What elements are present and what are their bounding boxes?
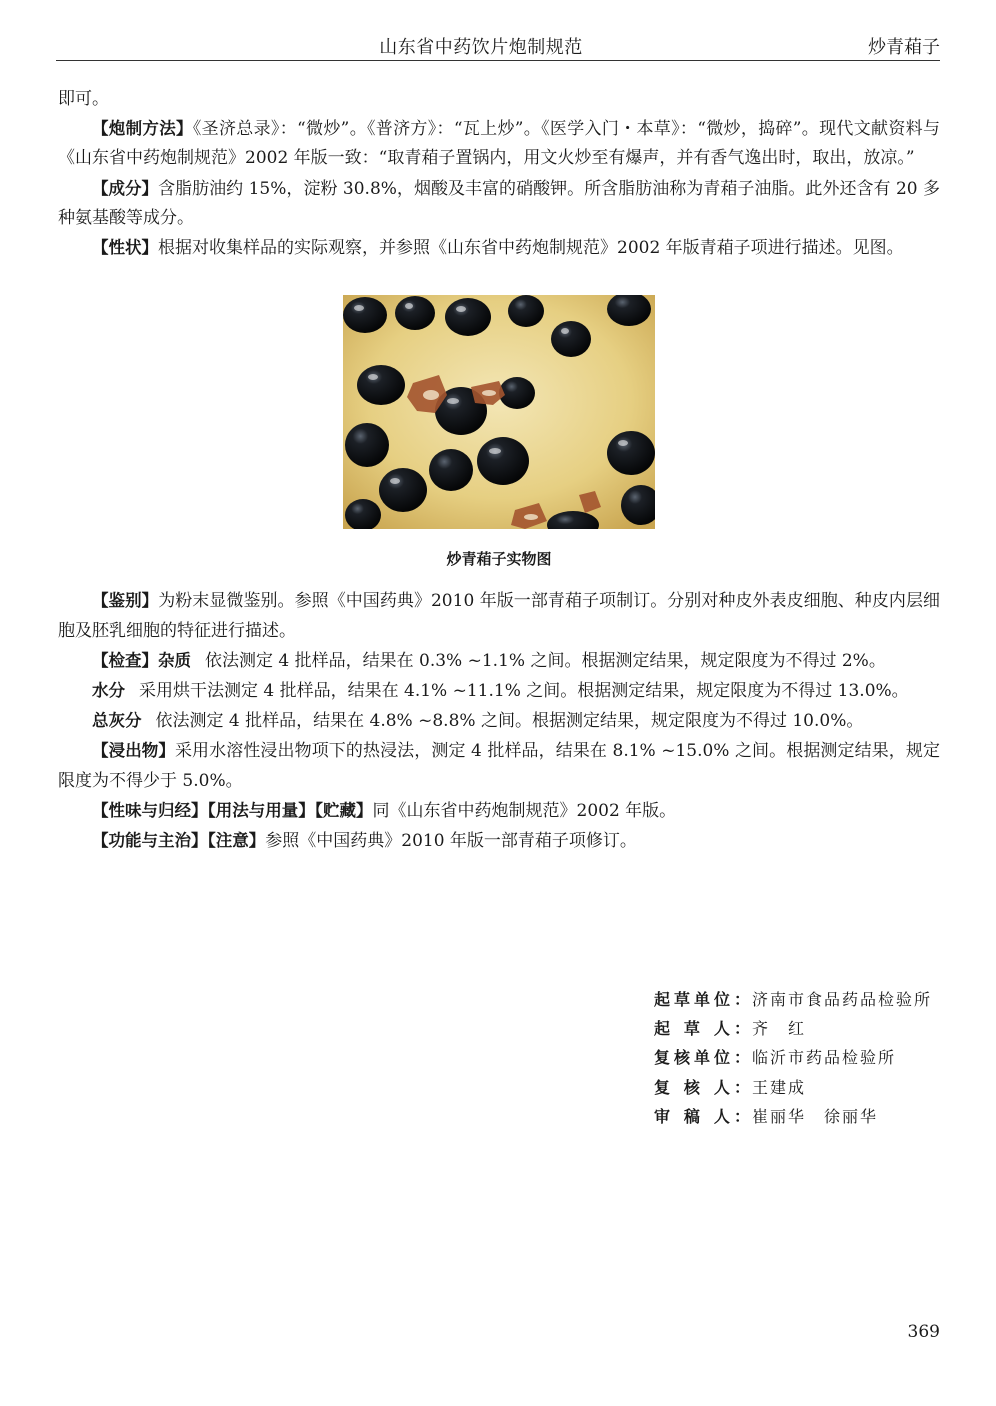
book-title: 山东省中药饮片炮制规范 bbox=[379, 37, 583, 58]
credit-row: 起草单位： 济南市食品药品检验所 bbox=[654, 990, 933, 1009]
section-label: 【功能与主治】【注意】 bbox=[92, 831, 266, 851]
section-title: 炒青葙子 bbox=[868, 37, 940, 58]
paragraph-properties: 【性味与归经】【用法与用量】【贮藏】同《山东省中药炮制规范》2002 年版。 bbox=[92, 800, 677, 821]
figure-caption: 炒青葙子实物图 bbox=[446, 550, 552, 569]
section-label: 总灰分 bbox=[92, 711, 142, 731]
credit-row: 审 稿 人： 崔丽华 徐丽华 bbox=[654, 1106, 879, 1126]
paragraph-total-ash: 总灰分 依法测定 4 批样品，结果在 4.8% ~8.8% 之间。根据测定结果，规定限度为不得过 10.0%。 bbox=[92, 711, 864, 732]
section-label: 【成分】 bbox=[92, 178, 159, 198]
page-number: 369 bbox=[907, 1322, 940, 1342]
section-label: 【鉴别】 bbox=[92, 591, 159, 611]
credit-row: 复 核 人： 王建成 bbox=[654, 1077, 807, 1097]
main-content bbox=[58, 85, 940, 856]
section-label: 水分 bbox=[92, 681, 125, 701]
paragraph-continuation: 即可。 bbox=[58, 89, 109, 109]
credit-row: 复核单位： 临沂市药品检验所 bbox=[654, 1048, 897, 1068]
section-label: 【炮制方法】 bbox=[92, 119, 193, 139]
paragraph-composition: 【成分】含脂肪油约 15%，淀粉 30.8%，烟酸及丰富的硝酸钾。所含脂肪油称为青葙子油脂。此外还含有 20 多种氨基酸等成分。 bbox=[58, 178, 941, 228]
section-label: 【性味与归经】【用法与用量】【贮藏】 bbox=[92, 800, 373, 820]
paragraph-identification: 【鉴别】为粉末显微鉴别。参照《中国药典》2010 年版一部青葙子项制订。分别对种皮外表皮细胞、种皮内层细胞及胚乳细胞的特征进行描述。 bbox=[58, 591, 940, 641]
running-header bbox=[56, 30, 940, 61]
paragraph-extract: 【浸出物】采用水溶性浸出物项下的热浸法，测定 4 批样品，结果在 8.1% ~15.0% 之间。根据测定结果，规定限度为不得少于 5.0%。 bbox=[58, 741, 940, 791]
paragraph-characteristics: 【性状】根据对收集样品的实际观察，并参照《山东省中药炮制规范》2002 年版青葙子项进行描述。见图。 bbox=[92, 238, 904, 259]
section-label: 【性状】 bbox=[92, 238, 158, 258]
paragraph-impurity: 【检查】杂质 依法测定 4 批样品，结果在 0.3% ~1.1% 之间。根据测定结果，规定限度为不得过 2%。 bbox=[92, 650, 886, 671]
seed-photo bbox=[343, 295, 655, 529]
section-label: 【浸出物】 bbox=[92, 741, 175, 761]
figure bbox=[58, 295, 940, 574]
credits-block bbox=[654, 985, 932, 1131]
section-label: 【检查】杂质 bbox=[92, 650, 191, 670]
paragraph-moisture: 水分 采用烘干法测定 4 批样品，结果在 4.1% ~11.1% 之间。根据测定结果，规定限度为不得过 13.0%。 bbox=[92, 681, 909, 702]
credit-row: 起 草 人： 齐 红 bbox=[654, 1019, 807, 1039]
paragraph-function: 【功能与主治】【注意】参照《中国药典》2010 年版一部青葙子项修订。 bbox=[92, 831, 637, 852]
paragraph-processing-method: 【炮制方法】《圣济总录》：“微炒”。《普济方》：“瓦上炒”。《医学入门・本草》：“微炒，捣碎”。现代文献资料与《山东省中药炮制规范》2002 年版一致：“取青葙子置锅内，用文火炒至有爆声，并有香气逸出时，取出，放凉。” bbox=[58, 119, 940, 169]
